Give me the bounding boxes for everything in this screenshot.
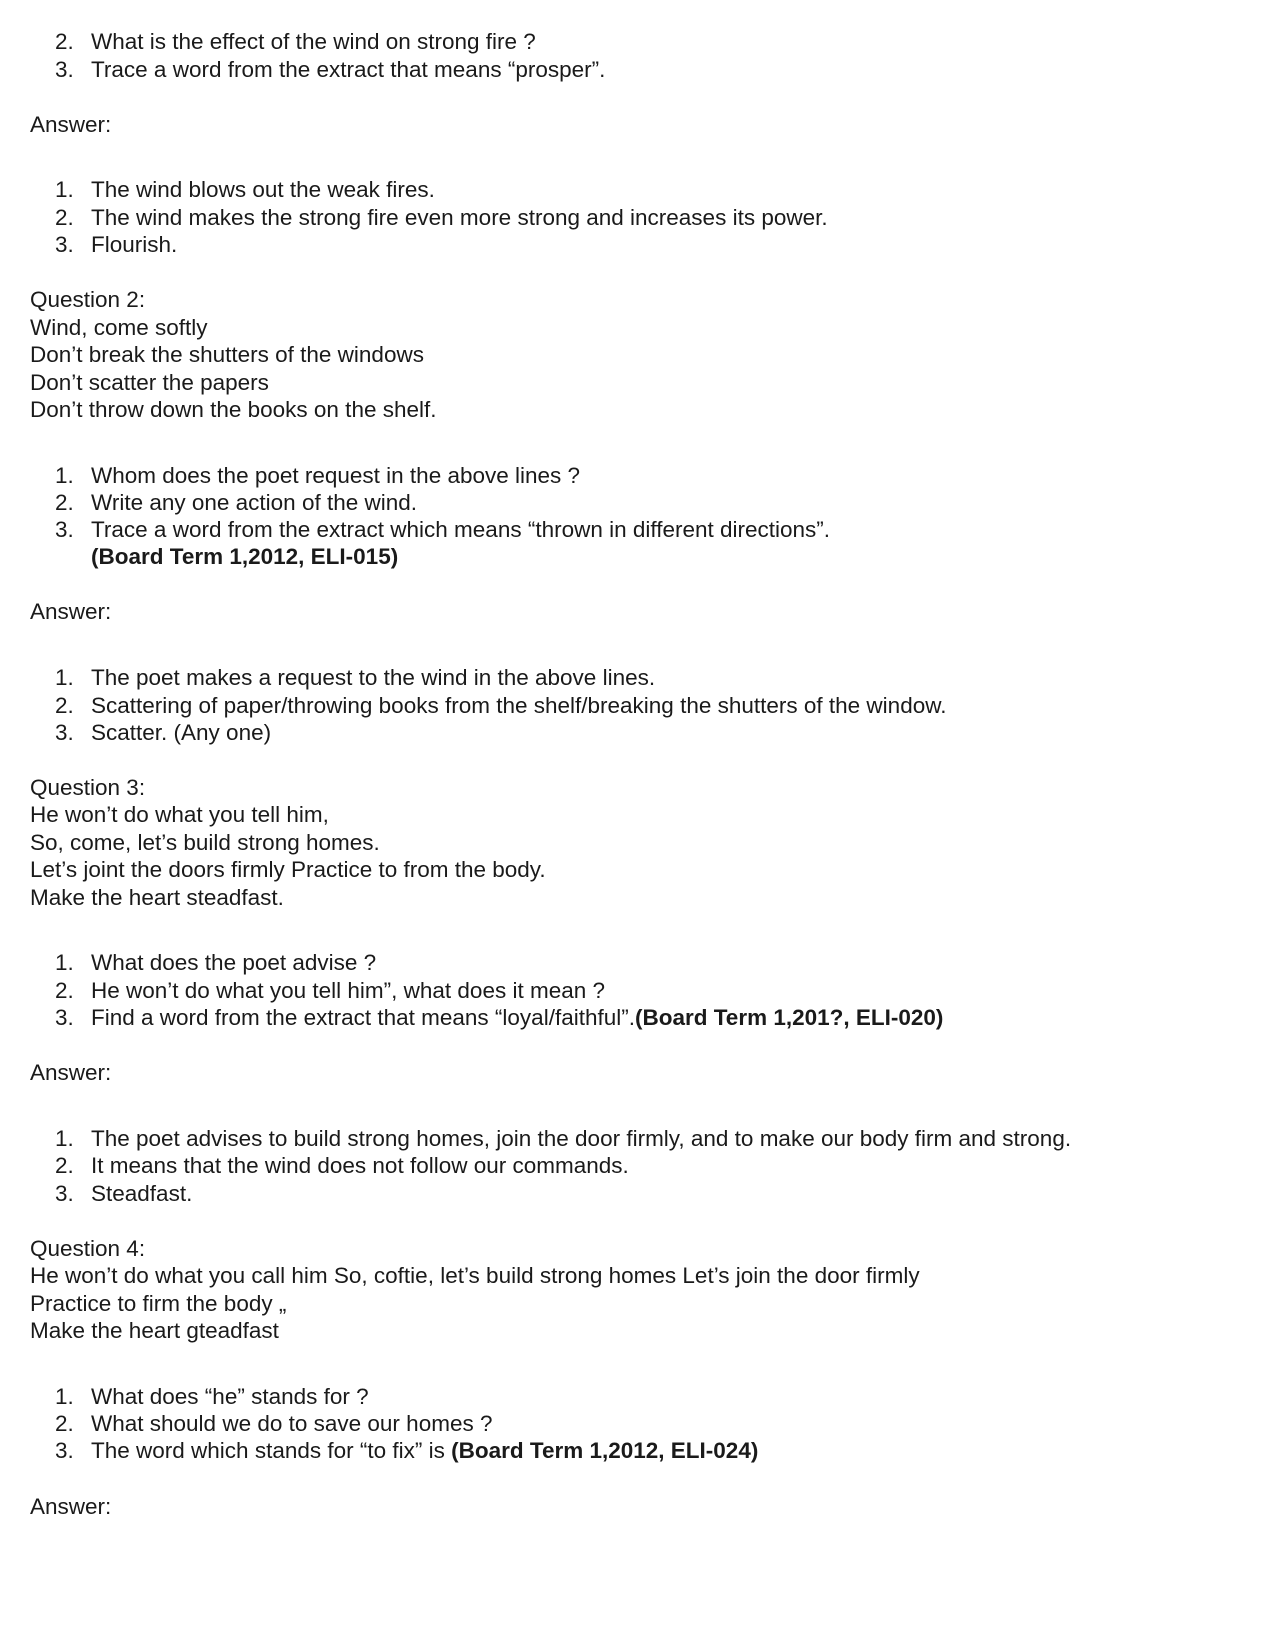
item-number: 2. [55,978,74,1003]
item-number: 1. [55,177,74,202]
question-item [55,1410,492,1438]
item-number: 3. [55,1181,74,1206]
item-text: What is the effect of the wind on strong fire ? [91,29,536,54]
item-text: The word which stands for “to fix” is [91,1438,452,1463]
question-item [55,977,605,1005]
item-number: 2. [55,29,74,54]
item-number: 3. [55,720,74,745]
item-text: What does the poet advise ? [91,950,377,975]
item-number: 2. [55,205,74,230]
poem-line: Wind, come softly [30,315,208,340]
answer-label: Answer: [30,1494,112,1519]
item-text: It means that the wind does not follow our commands. [91,1153,629,1178]
poem-line: Don’t break the shutters of the windows [30,342,424,367]
item-text: Scatter. (Any one) [91,720,272,745]
item-number: 2. [55,1411,74,1436]
answer-item [55,176,435,204]
board-reference: (Board Term 1,2012, ELI-015) [91,544,399,569]
item-number: 1. [55,1384,74,1409]
answer-item [55,692,946,720]
item-number: 3. [55,232,74,257]
question-heading: Question 3: [30,775,146,800]
answer-label: Answer: [30,599,112,624]
item-text: He won’t do what you tell him”, what does it mean ? [91,978,606,1003]
question-item [55,28,536,56]
question-heading: Question 4: [30,1236,146,1261]
poem-line: Don’t scatter the papers [30,370,269,395]
item-text: Whom does the poet request in the above lines ? [91,463,581,488]
item-text: Steadfast. [91,1181,193,1206]
answer-label: Answer: [30,1060,112,1085]
question-item [55,1383,369,1411]
board-reference: (Board Term 1,2012, ELI-024) [451,1438,759,1463]
question-item [55,516,830,544]
answer-item [55,1180,192,1208]
item-number: 3. [55,1438,74,1463]
poem-line: Let’s joint the doors firmly Practice to from the body. [30,857,546,882]
answer-item [55,1152,629,1180]
item-text: Flourish. [91,232,178,257]
item-number: 3. [55,57,74,82]
item-number: 1. [55,665,74,690]
item-text: The poet makes a request to the wind in the above lines. [91,665,656,690]
item-number: 1. [55,1126,74,1151]
item-text: Write any one action of the wind. [91,490,418,515]
board-reference: (Board Term 1,201?, ELI-020) [634,1005,944,1030]
question-item [55,1004,943,1032]
question-heading: Question 2: [30,287,146,312]
item-number: 3. [55,1005,74,1030]
poem-line: He won’t do what you call him So, coftie, let’s build strong homes Let’s join the door firmly [30,1263,920,1288]
item-number: 3. [55,517,74,542]
poem-line: Make the heart steadfast. [30,885,284,910]
answer-item [55,664,655,692]
poem-line: So, come, let’s build strong homes. [30,830,380,855]
item-text: Find a word from the extract that means “loyal/faithful”. [91,1005,635,1030]
question-item [55,1437,758,1465]
answer-item [55,231,177,259]
poem-line: Don’t throw down the books on the shelf. [30,397,437,422]
question-item [55,949,376,977]
question-item [55,489,417,517]
answer-item [55,719,271,747]
answer-item [55,1125,1071,1153]
item-text: The poet advises to build strong homes, join the door firmly, and to make our body firm and strong. [91,1126,1072,1151]
poem-line: Practice to firm the body „ [30,1291,287,1316]
item-text: Trace a word from the extract which means “thrown in different directions”. [91,517,831,542]
item-text: The wind blows out the weak fires. [91,177,435,202]
item-number: 2. [55,693,74,718]
item-number: 2. [55,1153,74,1178]
item-text: What does “he” stands for ? [91,1384,369,1409]
question-item [55,56,605,84]
answer-label: Answer: [30,112,112,137]
item-text: What should we do to save our homes ? [91,1411,493,1436]
item-number: 2. [55,490,74,515]
answer-item [55,204,828,232]
item-number: 1. [55,463,74,488]
item-number: 1. [55,950,74,975]
item-text: The wind makes the strong fire even more strong and increases its power. [91,205,828,230]
item-text: Scattering of paper/throwing books from the shelf/breaking the shutters of the window. [91,693,947,718]
poem-line: Make the heart gteadfast [30,1318,279,1343]
question-item [55,462,580,490]
item-text: Trace a word from the extract that means “prosper”. [91,57,606,82]
poem-line: He won’t do what you tell him, [30,802,329,827]
